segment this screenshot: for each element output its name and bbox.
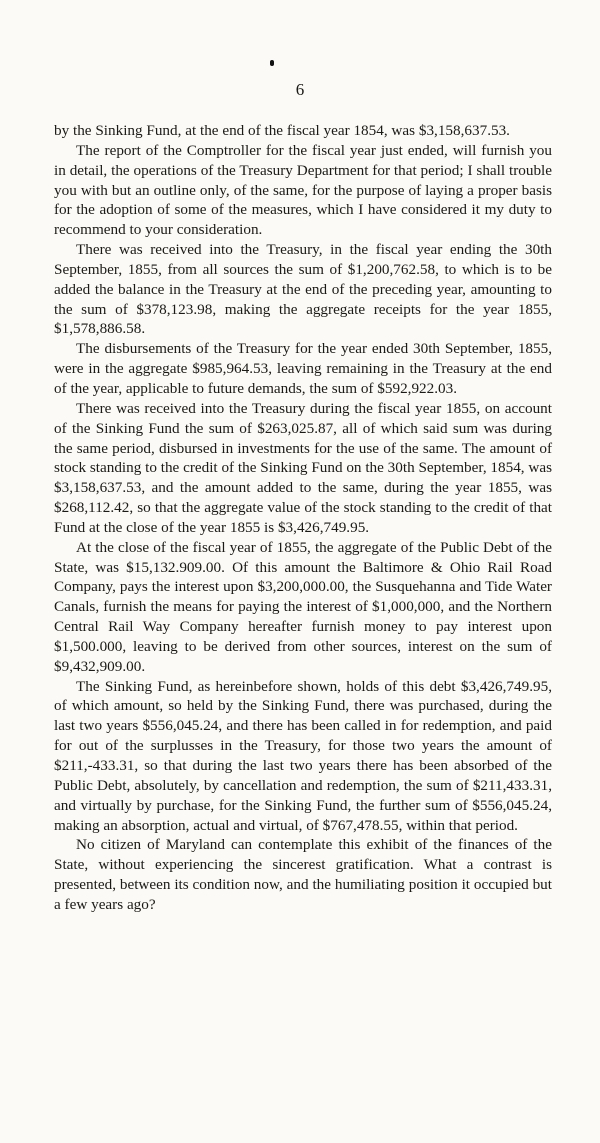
paragraph-4: The disbursements of the Treasury for the year ended 30th September, 1855, were in the aggregate $985,964.53, leaving remaining in the Treasury at the end of the year, applicable to future demands, the sum of $592,922.03. [54,340,552,397]
page-number: 6 [295,80,305,99]
paragraph-5: There was received into the Treasury during the fiscal year 1855, on account of the Sinking Fund the sum of $263,025.87, all of which said sum was during the same period, disbursed in investments for the use of the same. The amount of stock standing to the credit of the Sinking Fund on the 30th September, 1854, was $3,158,637.53, and the amount added to the same, during the year 1855, was $268,112.42, so that the aggregate value of the stock standing to the credit of that Fund at the close of the year 1855 is $3,426,749.95. [54,399,552,536]
paragraph-3: There was received into the Treasury, in the fiscal year ending the 30th September, 1855, from all sources the sum of $1,200,762.58, to which is to be added the balance in the Treasury at the end of the preceding year, amounting to the sum of $378,123.98, making the aggregate receipts for the year 1855, $1,578,886.58. [54,241,552,338]
body-text [54,121,552,915]
paragraph-1: by the Sinking Fund, at the end of the fiscal year 1854, was $3,158,637.53. [54,122,510,139]
paragraph-8: No citizen of Maryland can contemplate this exhibit of the finances of the State, without experiencing the sincerest gratification. What a contrast is presented, between its condition now, and the humiliating position it occupied but a few years ago? [54,836,552,913]
paragraph-2: The report of the Comptroller for the fiscal year just ended, will furnish you in detail, the operations of the Treasury Department for that period; I shall trouble you with but an outline only, of the same, for the purpose of laying a proper basis for the adoption of some of the measures, which I have considered it my duty to recommend to your consideration. [54,141,552,239]
ink-speck [270,60,274,66]
paragraph-6: At the close of the fiscal year of 1855, the aggregate of the Public Debt of the State, was $15,132.909.00. Of this amount the Baltimore & Ohio Rail Road Company, pays the interest upon $3,200,000.00, the Susquehanna and Tide Water Canals, furnish the means for paying the interest of $1,000,000, and the Northern Central Rail Way Company hereafter furnish money to pay interest upon $1,500.000, leaving to be derived from other sources, interest on the sum of $9,432,909.00. [54,538,552,675]
paragraph-7: The Sinking Fund, as hereinbefore shown, holds of this debt $3,426,749.95, of which amount, so held by the Sinking Fund, there was purchased, during the last two years $556,045.24, and there has been called in for redemption, and paid for out of the surplusses in the Treasury, for those two years the amount of $211,-433.31, so that during the last two years there has been absorbed of the Public Debt, absolutely, by cancellation and redemption, the sum of $211,433.31, and virtually by purchase, for the Sinking Fund, the further sum of $556,045.24, making an absorption, actual and virtual, of $767,478.55, within that period. [54,677,552,834]
